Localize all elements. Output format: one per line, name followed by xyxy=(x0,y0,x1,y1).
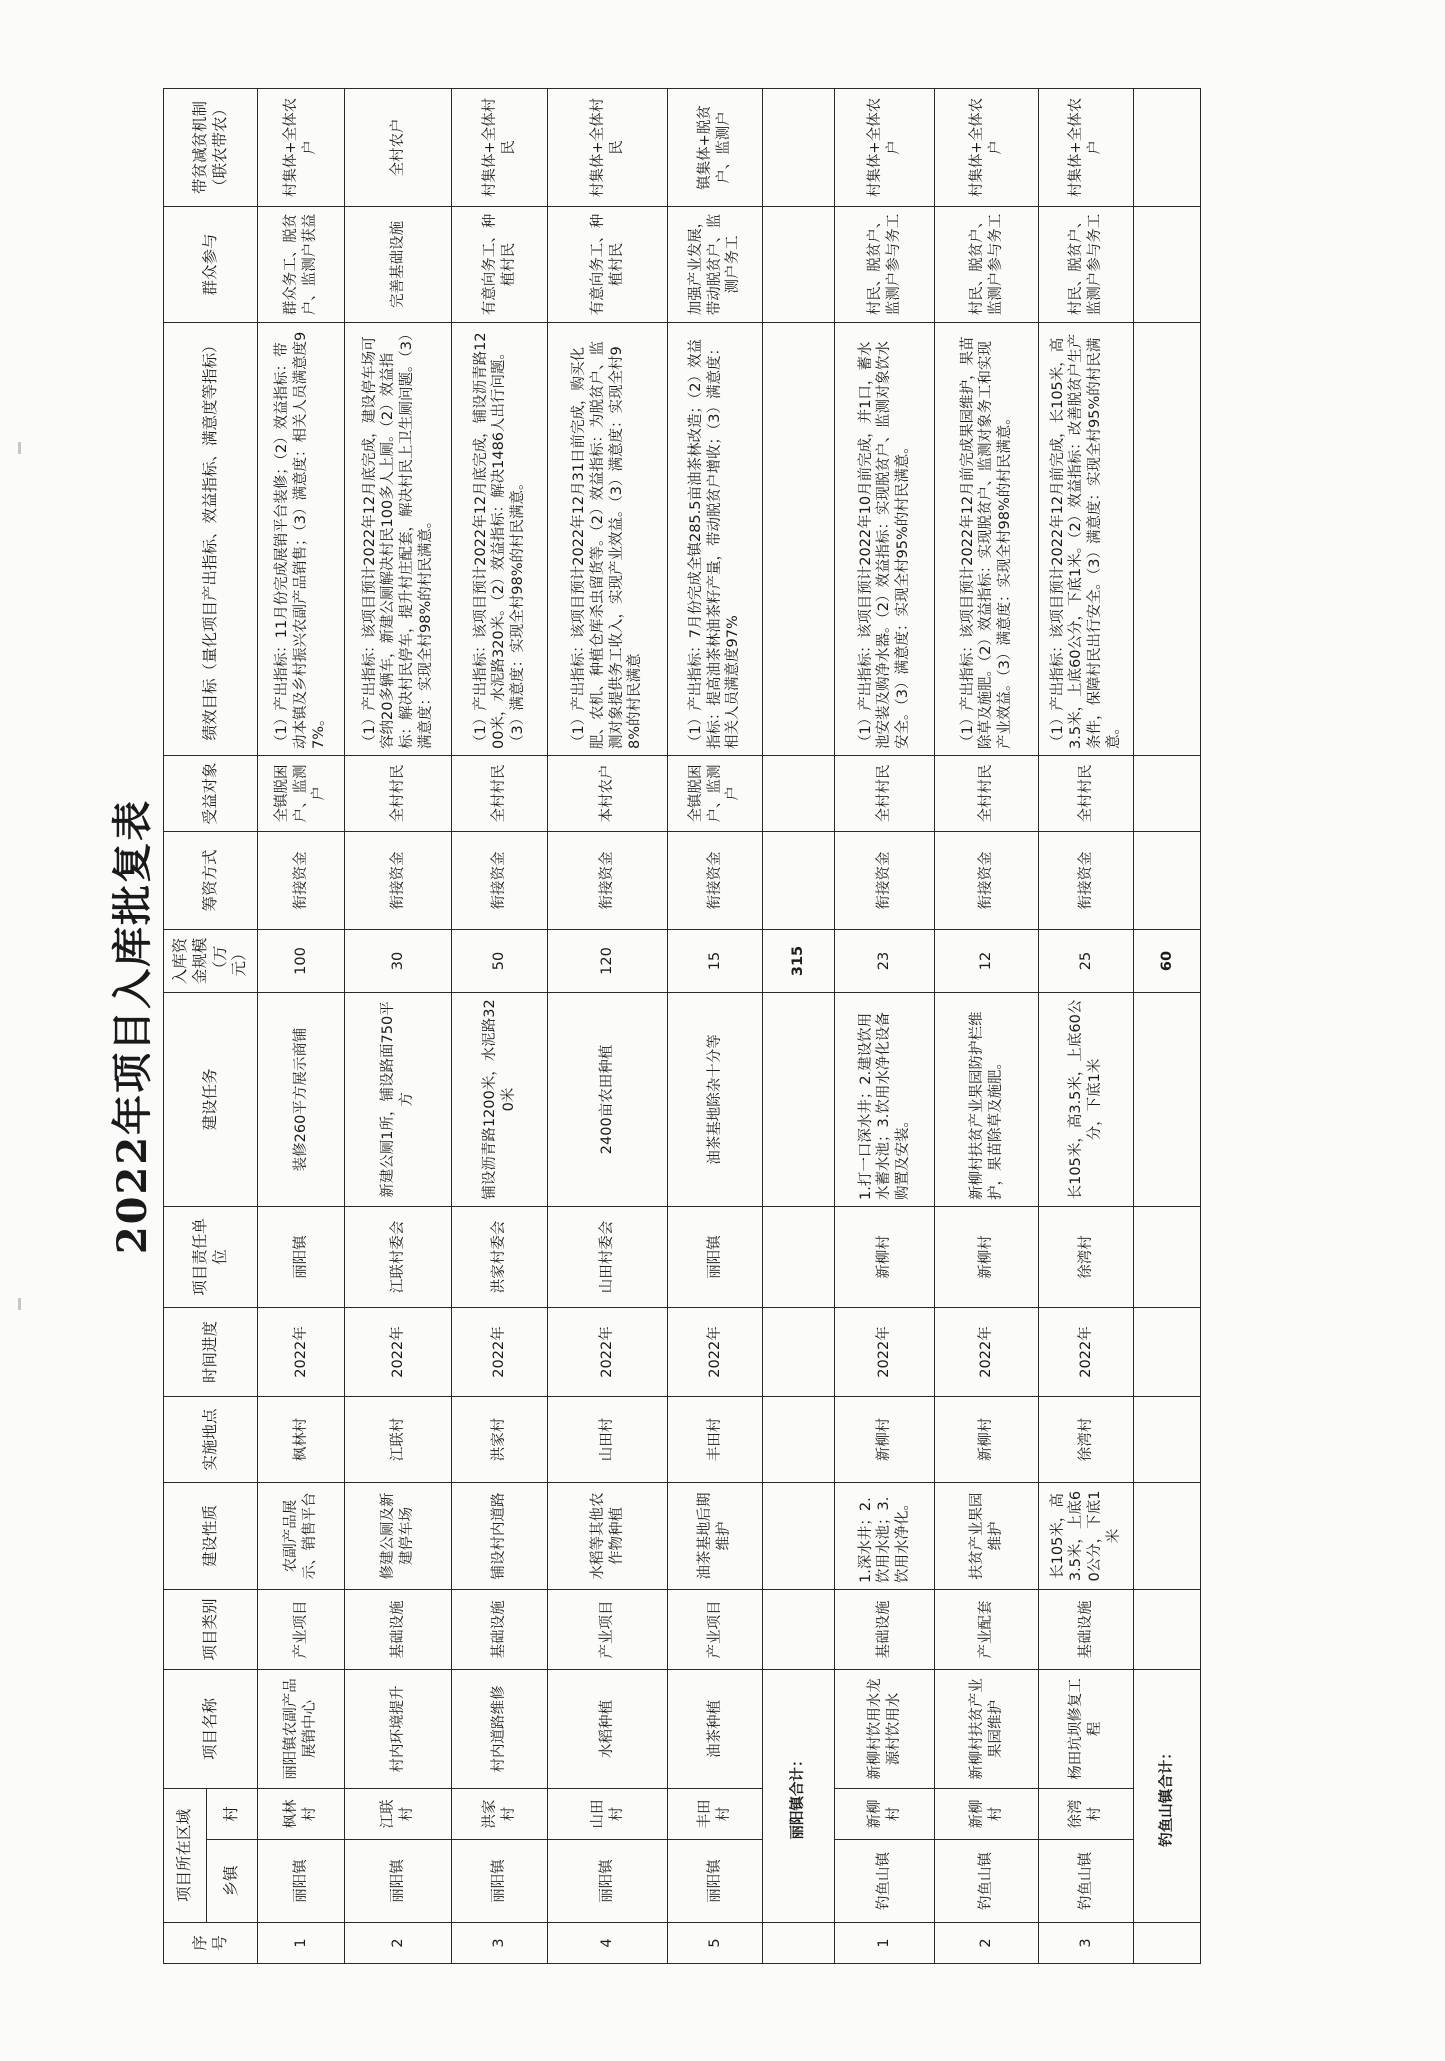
cell-name: 丽阳镇农副产品展销中心 xyxy=(258,1669,345,1788)
cell-beneficiary: 全镇脱困户、监测户 xyxy=(668,755,763,831)
cell-participation: 有意向务工、种植村民 xyxy=(452,206,548,322)
table-row xyxy=(258,88,345,1963)
cell-village: 江联村 xyxy=(345,1788,452,1839)
cell-location: 江联村 xyxy=(345,1396,452,1482)
cell-seq: 3 xyxy=(452,1923,548,1964)
cell-category: 基础设施 xyxy=(452,1589,548,1669)
header-schedule: 时间进度 xyxy=(164,1307,258,1396)
cell-funding: 衔接资金 xyxy=(345,831,452,929)
cell-location: 新柳村 xyxy=(835,1396,935,1482)
cell-schedule: 2022年 xyxy=(258,1307,345,1396)
cell-funding: 衔接资金 xyxy=(668,831,763,929)
cell-township: 丽阳镇 xyxy=(668,1840,763,1923)
cell-fund: 12 xyxy=(935,929,1039,992)
cell-nature: 长105米，高3.5米，上底60公分，下底1米 xyxy=(1039,1482,1134,1589)
cell-funding: 衔接资金 xyxy=(1039,831,1134,929)
cell-category: 基础设施 xyxy=(345,1589,452,1669)
header-funding: 筹资方式 xyxy=(164,831,258,929)
cell-township: 钓鱼山镇 xyxy=(1039,1840,1134,1923)
cell-nature: 农副产品展示、销售平台 xyxy=(258,1482,345,1589)
table-row xyxy=(835,88,935,1963)
cell-schedule: 2022年 xyxy=(548,1307,668,1396)
cell-township: 丽阳镇 xyxy=(345,1840,452,1923)
cell-name: 杨田坑坝修复工程 xyxy=(1039,1669,1134,1788)
cell-mechanism: 镇集体+脱贫户、监测户 xyxy=(668,88,763,206)
cell-fund: 15 xyxy=(668,929,763,992)
cell-schedule: 2022年 xyxy=(668,1307,763,1396)
cell-fund: 120 xyxy=(548,929,668,992)
cell-target: （1）产出指标：该项目预计2022年12月前完成，长105米，高3.5米，上底60公分，下底1米。（2）效益指标：改善脱贫户生产条件，保障村民出行安全。（3）满意度：实现全村95%的村民满意。 xyxy=(1039,322,1134,755)
cell-seq: 2 xyxy=(345,1923,452,1964)
cell-township: 钓鱼山镇 xyxy=(835,1840,935,1923)
cell-owner: 丽阳镇 xyxy=(668,1206,763,1307)
table-row xyxy=(668,88,763,1963)
cell-village: 新柳村 xyxy=(935,1788,1039,1839)
cell-village: 丰田村 xyxy=(668,1788,763,1839)
header-owner: 项目责任单位 xyxy=(164,1206,258,1307)
cell-nature: 铺设村内道路 xyxy=(452,1482,548,1589)
cell-seq: 5 xyxy=(668,1923,763,1964)
cell-village: 新柳村 xyxy=(835,1788,935,1839)
cell-owner: 丽阳镇 xyxy=(258,1206,345,1307)
cell-task: 1.打一口深水井；2.建设饮用水蓄水池；3.饮用水净化设备购置及安装。 xyxy=(835,992,935,1206)
cell-participation: 有意向务工、种植村民 xyxy=(548,206,668,322)
cell-task: 装修260平方展示商铺 xyxy=(258,992,345,1206)
cell-schedule: 2022年 xyxy=(935,1307,1039,1396)
cell-location: 徐湾村 xyxy=(1039,1396,1134,1482)
cell-fund: 50 xyxy=(452,929,548,992)
cell-beneficiary: 全村村民 xyxy=(1039,755,1134,831)
cell-nature: 扶贫产业果园维护 xyxy=(935,1482,1039,1589)
cell-beneficiary: 全村村民 xyxy=(835,755,935,831)
cell-target: （1）产出指标：该项目预计2022年12月前完成果园维护，果苗除草及施肥。（2）效益指标：实现脱贫户、监测对象务工和实现产业效益。（3）满意度：实现全村98%的村民满意。 xyxy=(935,322,1039,755)
cell-mechanism: 村集体+全体农户 xyxy=(1039,88,1134,206)
cell-village: 山田村 xyxy=(548,1788,668,1839)
header-mechanism: 带贫减贫机制（联农带农） xyxy=(164,88,258,206)
cell-task: 新建公厕1所，铺设路面750平方 xyxy=(345,992,452,1206)
header-task: 建设任务 xyxy=(164,992,258,1206)
subtotal-fund: 60 xyxy=(1134,929,1201,992)
project-table xyxy=(163,88,1201,1964)
cell-seq: 3 xyxy=(1039,1923,1134,1964)
cell-schedule: 2022年 xyxy=(452,1307,548,1396)
cell-mechanism: 村集体+全体农户 xyxy=(835,88,935,206)
header-region: 项目所在区域 xyxy=(164,1788,207,1922)
cell-name: 油茶种植 xyxy=(668,1669,763,1788)
subtotal-fund: 315 xyxy=(763,929,835,992)
scan-mark xyxy=(18,1298,21,1310)
header-category: 项目类别 xyxy=(164,1589,258,1669)
cell-task: 新柳村扶贫产业果园防护栏维护，果苗除草及施肥。 xyxy=(935,992,1039,1206)
cell-category: 产业项目 xyxy=(548,1589,668,1669)
cell-fund: 100 xyxy=(258,929,345,992)
subtotal-row xyxy=(763,88,835,1963)
cell-target: （1）产出指标：该项目预计2022年12月31日前完成，购买化肥、农机、种植仓库杀虫留货等。（2）效益指标：为脱贫户、监测对象提供务工收入，实现产业效益。（3）满意度：实现全村98%的村民满意 xyxy=(548,322,668,755)
subtotal-label: 丽阳镇合计： xyxy=(763,1669,835,1922)
subtotal-label: 钓鱼山镇合计： xyxy=(1134,1669,1201,1922)
cell-mechanism: 村集体+全体村民 xyxy=(548,88,668,206)
cell-funding: 衔接资金 xyxy=(258,831,345,929)
cell-township: 丽阳镇 xyxy=(258,1840,345,1923)
table-row xyxy=(1039,88,1134,1963)
cell-mechanism: 村集体+全体农户 xyxy=(935,88,1039,206)
header-seq: 序号 xyxy=(164,1923,258,1964)
cell-task: 铺设沥青路1200米，水泥路320米 xyxy=(452,992,548,1206)
cell-beneficiary: 全村村民 xyxy=(452,755,548,831)
scan-mark xyxy=(18,442,21,454)
cell-beneficiary: 本村农户 xyxy=(548,755,668,831)
header-name: 项目名称 xyxy=(164,1669,258,1788)
cell-village: 徐湾村 xyxy=(1039,1788,1134,1839)
header-target: 绩效目标（量化项目产出指标、效益指标、满意度等指标） xyxy=(164,322,258,755)
cell-village: 洪家村 xyxy=(452,1788,548,1839)
cell-location: 洪家村 xyxy=(452,1396,548,1482)
cell-village: 枫林村 xyxy=(258,1788,345,1839)
cell-participation: 加强产业发展，带动脱贫户、监测户务工 xyxy=(668,206,763,322)
cell-task: 油茶基地除杂十分等 xyxy=(668,992,763,1206)
cell-funding: 衔接资金 xyxy=(935,831,1039,929)
header-participation: 群众参与 xyxy=(164,206,258,322)
rotated-document xyxy=(97,89,1249,1964)
cell-funding: 衔接资金 xyxy=(835,831,935,929)
cell-mechanism: 村集体+全体村民 xyxy=(452,88,548,206)
header-fund: 入库资金规模（万元） xyxy=(164,929,258,992)
cell-seq: 4 xyxy=(548,1923,668,1964)
cell-fund: 23 xyxy=(835,929,935,992)
cell-name: 村内环境提升 xyxy=(345,1669,452,1788)
cell-fund: 30 xyxy=(345,929,452,992)
cell-seq: 1 xyxy=(258,1923,345,1964)
cell-beneficiary: 全镇脱困户、监测户 xyxy=(258,755,345,831)
table-row xyxy=(935,88,1039,1963)
cell-owner: 新柳村 xyxy=(835,1206,935,1307)
header-township: 乡镇 xyxy=(207,1840,258,1923)
cell-category: 基础设施 xyxy=(835,1589,935,1669)
cell-participation: 村民、脱贫户、监测户参与务工 xyxy=(835,206,935,322)
cell-participation: 群众务工、脱贫户、监测户获益 xyxy=(258,206,345,322)
cell-township: 丽阳镇 xyxy=(548,1840,668,1923)
cell-township: 丽阳镇 xyxy=(452,1840,548,1923)
header-village: 村 xyxy=(207,1788,258,1839)
cell-nature: 油茶基地后期维护 xyxy=(668,1482,763,1589)
cell-target: （1）产出指标：该项目预计2022年12月底完成，铺设沥青路1200米，水泥路320米。（2）效益指标：解决1486人出行问题。（3）满意度：实现全村98%的村民满意。 xyxy=(452,322,548,755)
cell-schedule: 2022年 xyxy=(345,1307,452,1396)
cell-location: 山田村 xyxy=(548,1396,668,1482)
cell-name: 新柳村扶贫产业果园维护 xyxy=(935,1669,1039,1788)
cell-schedule: 2022年 xyxy=(835,1307,935,1396)
cell-participation: 村民、脱贫户、监测户参与务工 xyxy=(935,206,1039,322)
header-location: 实施地点 xyxy=(164,1396,258,1482)
cell-nature: 修建公厕及新建停车场 xyxy=(345,1482,452,1589)
cell-owner: 江联村委会 xyxy=(345,1206,452,1307)
cell-owner: 徐湾村 xyxy=(1039,1206,1134,1307)
cell-nature: 水稻等其他农作物种植 xyxy=(548,1482,668,1589)
cell-category: 产业项目 xyxy=(258,1589,345,1669)
cell-category: 产业配套 xyxy=(935,1589,1039,1669)
cell-target: （1）产出指标：该项目预计2022年10月前完成，并1口，蓄水池安装及购净水器。（2）效益指标：实现脱贫户、监测对象饮水安全。（3）满意度：实现全村95%的村民满意。 xyxy=(835,322,935,755)
table-row xyxy=(345,88,452,1963)
cell-owner: 山田村委会 xyxy=(548,1206,668,1307)
cell-name: 村内道路维修 xyxy=(452,1669,548,1788)
cell-target: （1）产出指标：11月份完成展销平台装修；（2）效益指标：带动本镇及乡村振兴农副产品销售；（3）满意度：相关人员满意度97%。 xyxy=(258,322,345,755)
page-title: 2022年项目入库批复表 xyxy=(108,798,156,1255)
cell-name: 新柳村饮用水龙源村饮用水 xyxy=(835,1669,935,1788)
table-row xyxy=(452,88,548,1963)
cell-participation: 完善基础设施 xyxy=(345,206,452,322)
cell-seq: 1 xyxy=(835,1923,935,1964)
cell-fund: 25 xyxy=(1039,929,1134,992)
cell-schedule: 2022年 xyxy=(1039,1307,1134,1396)
cell-location: 枫林村 xyxy=(258,1396,345,1482)
cell-mechanism: 村集体+全体农户 xyxy=(258,88,345,206)
cell-task: 长105米，高3.5米，上底60公分，下底1米 xyxy=(1039,992,1134,1206)
cell-seq: 2 xyxy=(935,1923,1039,1964)
header-row xyxy=(164,88,207,1963)
subtotal-row xyxy=(1134,88,1201,1963)
cell-participation: 村民、脱贫户、监测户参与务工 xyxy=(1039,206,1134,322)
cell-nature: 1.深水井；2.饮用水池；3.饮用水净化。 xyxy=(835,1482,935,1589)
cell-task: 2400亩农田种植 xyxy=(548,992,668,1206)
cell-beneficiary: 全村村民 xyxy=(935,755,1039,831)
cell-target: （1）产出指标：该项目预计2022年12月底完成，建设停车场可容纳20多辆车，新建公厕解决村民100多人上厕。（2）效益指标：解决村民停车，提升村庄配套，解决村民上卫生厕问题。（3）满意度：实现全村98%的村民满意。 xyxy=(345,322,452,755)
cell-beneficiary: 全村村民 xyxy=(345,755,452,831)
header-nature: 建设性质 xyxy=(164,1482,258,1589)
cell-category: 产业项目 xyxy=(668,1589,763,1669)
cell-target: （1）产出指标：7月份完成全镇285.5亩油茶林改造；（2）效益指标：提高油茶林油茶籽产量，带动脱贫户增收；（3）满意度：相关人员满意度97% xyxy=(668,322,763,755)
header-beneficiary: 受益对象 xyxy=(164,755,258,831)
cell-mechanism: 全村农户 xyxy=(345,88,452,206)
cell-owner: 洪家村委会 xyxy=(452,1206,548,1307)
cell-funding: 衔接资金 xyxy=(548,831,668,929)
cell-funding: 衔接资金 xyxy=(452,831,548,929)
table-row xyxy=(548,88,668,1963)
cell-name: 水稻种植 xyxy=(548,1669,668,1788)
cell-location: 新柳村 xyxy=(935,1396,1039,1482)
cell-location: 丰田村 xyxy=(668,1396,763,1482)
cell-category: 基础设施 xyxy=(1039,1589,1134,1669)
cell-township: 钓鱼山镇 xyxy=(935,1840,1039,1923)
cell-owner: 新柳村 xyxy=(935,1206,1039,1307)
